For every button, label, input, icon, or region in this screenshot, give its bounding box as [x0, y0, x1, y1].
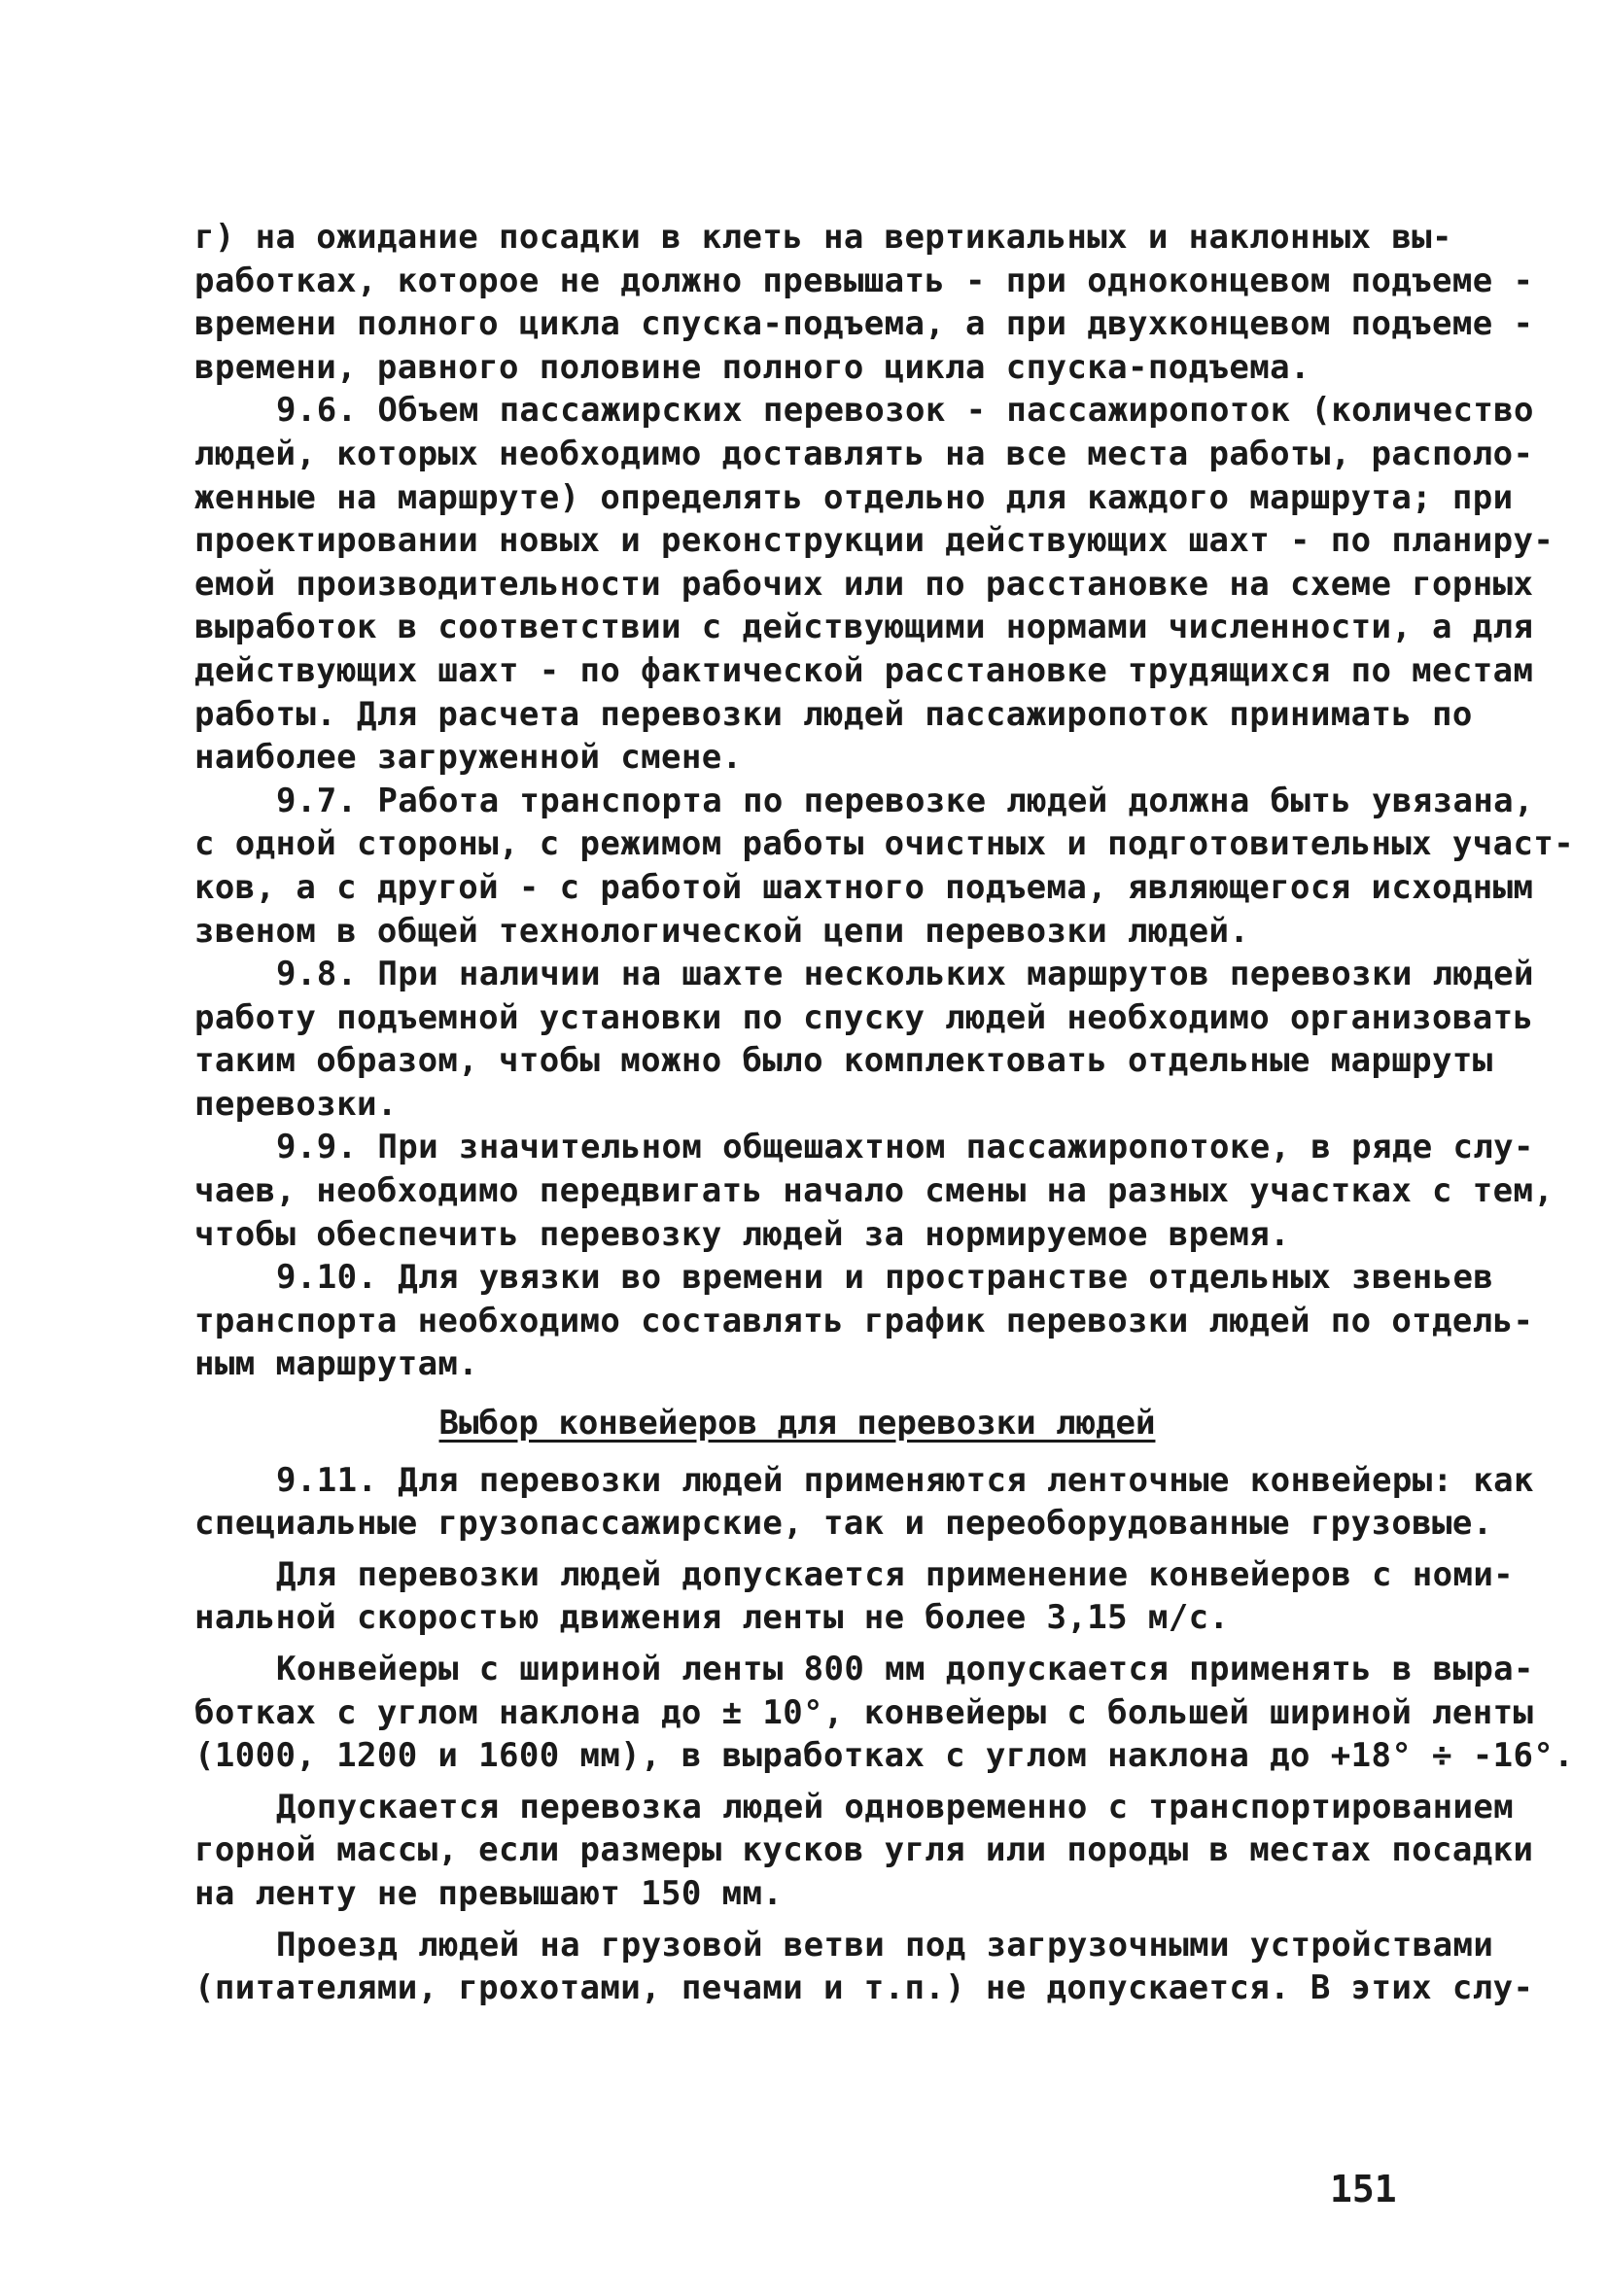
text-line: Конвейеры с шириной ленты 800 мм допускается применять в выра- [276, 1650, 1534, 1688]
text-line: 9.8. При наличии на шахте нескольких маршрутов перевозки людей [276, 955, 1534, 994]
text-line: чаев, необходимо передвигать начало смены на разных участках с тем, [194, 1171, 1555, 1211]
text-line: емой производительности рабочих или по расстановке на схеме горных [194, 564, 1534, 604]
text-line: горной массы, если размеры кусков угля или породы в местах посадки [194, 1830, 1534, 1870]
text-line: (питателями, грохотами, печами и т.п.) не допускается. В этих слу- [194, 1968, 1534, 2008]
text-line: работках, которое не должно превышать - при одноконцевом подъеме - [194, 261, 1534, 300]
text-line: людей, которых необходимо доставлять на все места работы, располо- [194, 434, 1534, 473]
text-line: Для перевозки людей допускается применение конвейеров с номи- [276, 1554, 1515, 1594]
text-line: Проезд людей на грузовой ветви под загрузочными устройствами [276, 1925, 1494, 1965]
text-line: действующих шахт - по фактической расстановке трудящихся по местам [194, 650, 1534, 690]
paragraph-block-conveyors [194, 1459, 1575, 2010]
text-line: на ленту не превышают 150 мм. [194, 1873, 784, 1913]
text-line: ботках с углом наклона до ± 10°, конвейеры с большей шириной ленты [194, 1692, 1534, 1732]
text-line: работы. Для расчета перевозки людей пассажиропоток принимать по [194, 694, 1473, 734]
section-heading-text: Выбор конвейеров для перевозки людей [438, 1404, 1156, 1444]
text-line: с одной стороны, с режимом работы очистных и подготовительных участ- [194, 824, 1575, 864]
text-line: 9.6. Объем пассажирских перевозок - пассажиропоток (количество [276, 391, 1534, 431]
text-line: ным маршрутам. [194, 1344, 479, 1384]
text-line: 9.7. Работа транспорта по перевозке людей должна быть увязана, [276, 781, 1534, 820]
text-line: женные на маршруте) определять отдельно для каждого маршрута; при [194, 477, 1514, 517]
text-line: проектировании новых и реконструкции действующих шахт - по планиру- [194, 521, 1555, 561]
text-line: таким образом, чтобы можно было комплектовать отдельные маршруты [194, 1041, 1493, 1081]
text-line: звеном в общей технологической цепи перевозки людей. [194, 911, 1250, 951]
paragraph-block-main [194, 216, 1575, 1386]
page-number: 151 [1330, 2168, 1397, 2210]
text-line: работу подъемной установки по спуску людей необходимо организовать [194, 997, 1534, 1037]
text-line: 9.9. При значительном общешахтном пассажиропотоке, в ряде слу- [276, 1128, 1534, 1167]
text-line: чтобы обеспечить перевозку людей за нормируемое время. [194, 1214, 1290, 1254]
text-line: времени, равного половине полного цикла спуска-подъема. [194, 347, 1310, 387]
text-line: (1000, 1200 и 1600 мм), в выработках с углом наклона до +18° ÷ -16°. [194, 1736, 1575, 1776]
text-line: выработок в соответствии с действующими нормами численности, а для [194, 608, 1534, 647]
text-line: времени полного цикла спуска-подъема, а при двухконцевом подъеме - [194, 304, 1534, 344]
text-line: г) на ожидание посадки в клеть на вертикальных и наклонных вы- [194, 218, 1452, 257]
text-line: специальные грузопассажирские, так и переоборудованные грузовые. [194, 1504, 1493, 1544]
text-line: наиболее загруженной смене. [194, 738, 743, 778]
text-line: 9.10. Для увязки во времени и пространстве отдельных звеньев [276, 1258, 1494, 1298]
text-line: транспорта необходимо составлять график перевозки людей по отдель- [194, 1301, 1534, 1340]
text-line: 9.11. Для перевозки людей применяются ленточные конвейеры: как [276, 1460, 1534, 1500]
text-line: нальной скоростью движения ленты не более 3,15 м/с. [194, 1598, 1230, 1638]
document-body [194, 216, 1575, 2010]
text-line: перевозки. [194, 1084, 398, 1124]
text-line: ков, а с другой - с работой шахтного подъема, являющегося исходным [194, 867, 1534, 907]
section-heading [194, 1402, 1439, 1445]
text-line: Допускается перевозка людей одновременно с транспортированием [276, 1787, 1515, 1826]
